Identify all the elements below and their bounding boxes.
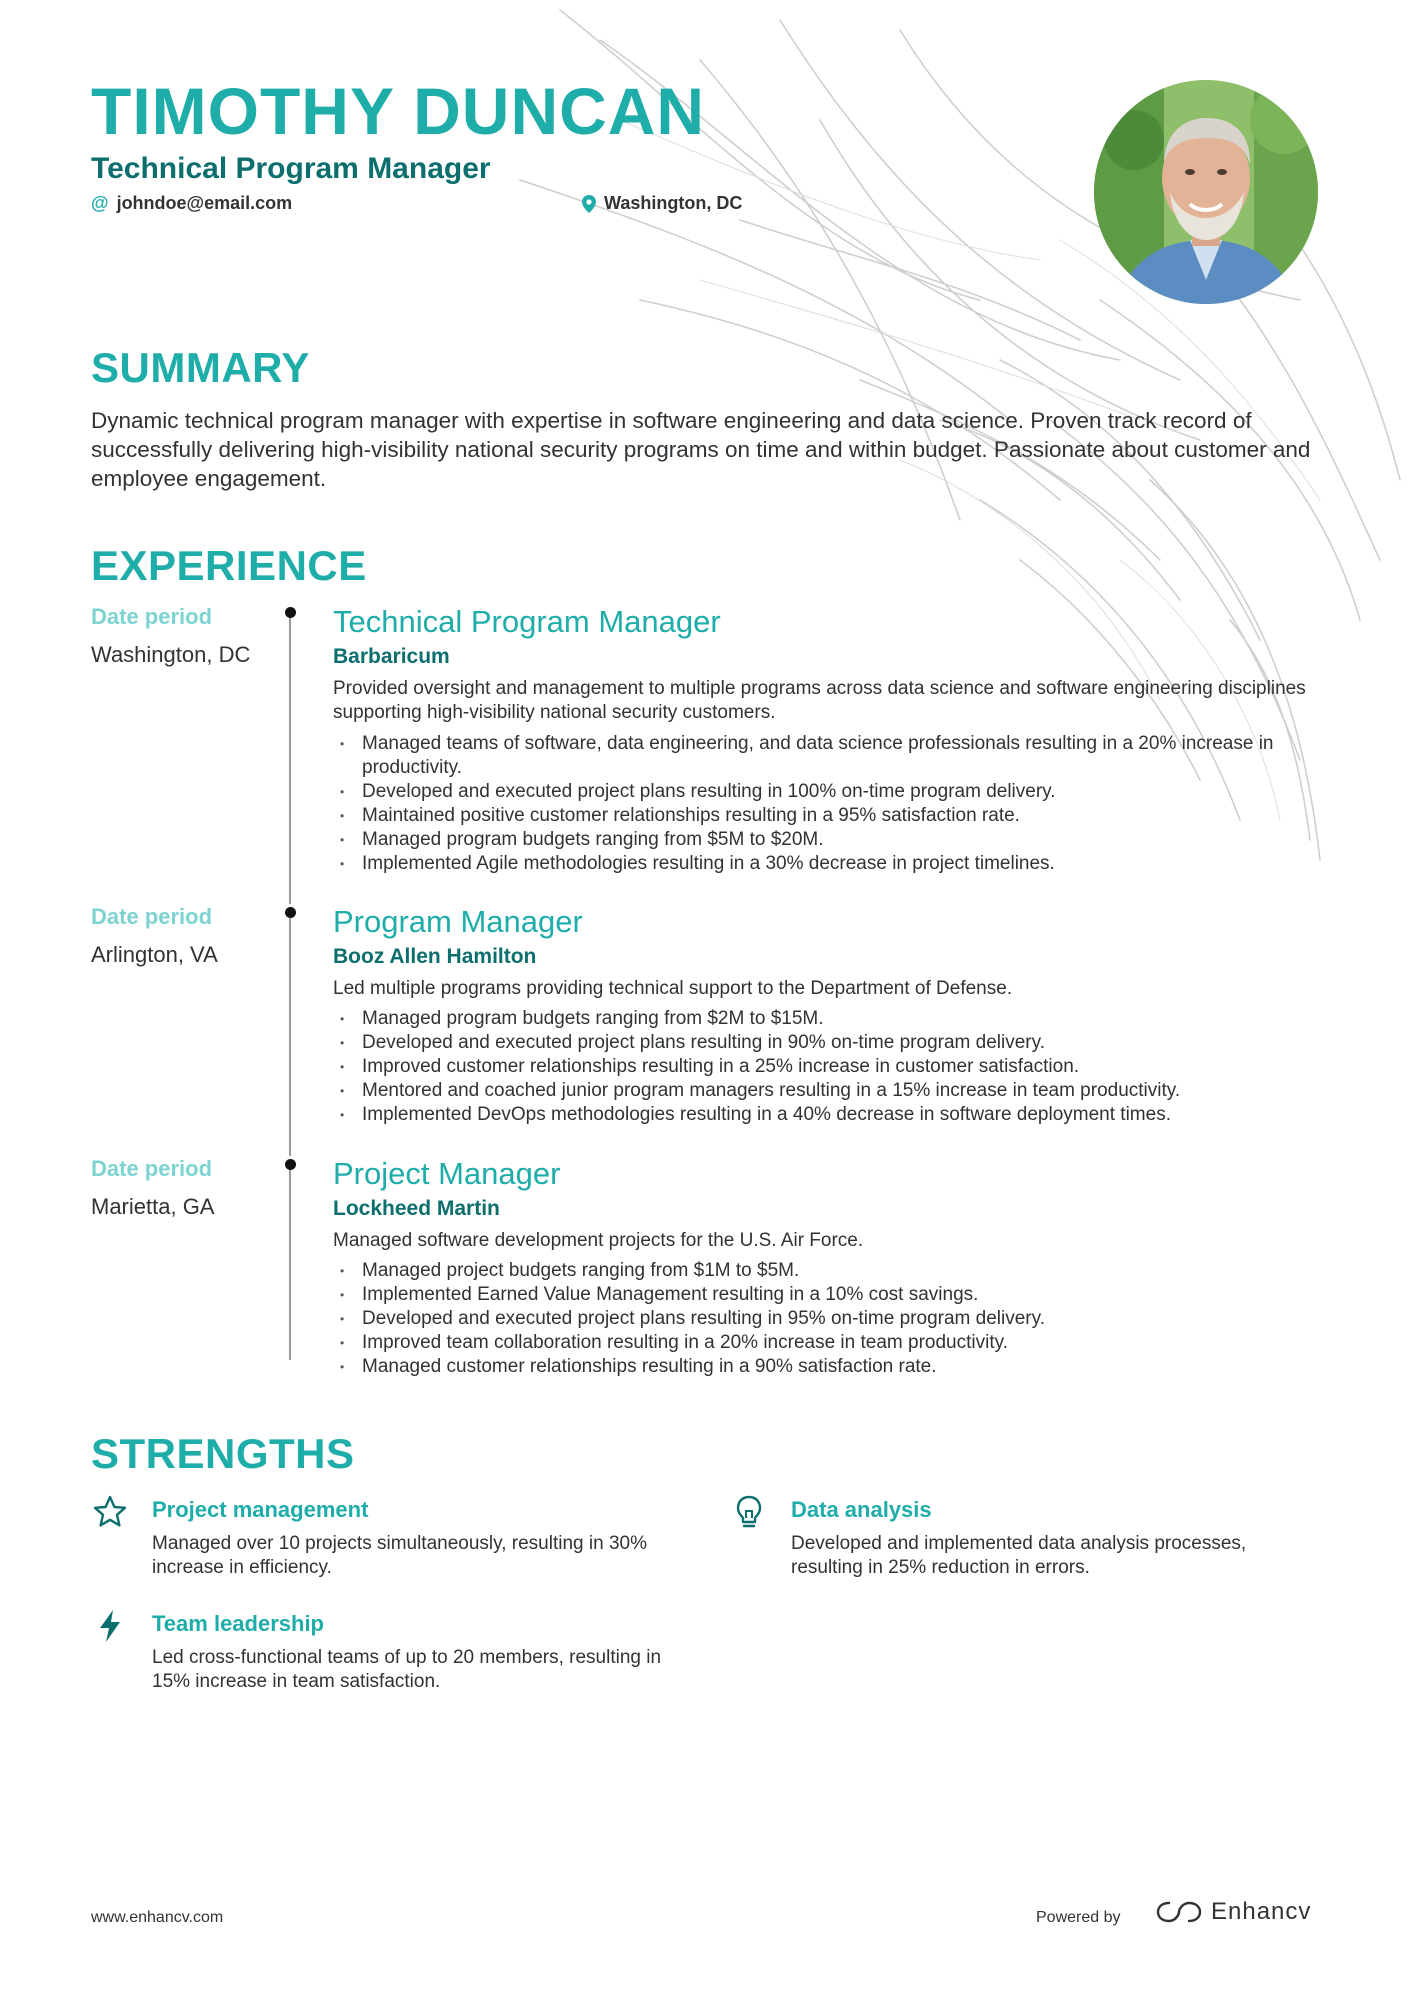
experience-bullet: • Developed and executed project plans resulting in 100% on-time program delivery. — [333, 780, 1313, 804]
experience-bullet: • Developed and executed project plans resulting in 90% on-time program delivery. — [333, 1031, 1313, 1055]
profile-photo — [1094, 80, 1318, 304]
contact-location — [582, 193, 742, 214]
experience-description: Managed software development projects for the U.S. Air Force. — [333, 1230, 864, 1251]
at-icon: @ — [91, 193, 109, 213]
strength-description: Managed over 10 projects simultaneously, resulting in 30% increase in efficiency. — [152, 1533, 647, 1578]
timeline-line — [289, 618, 291, 904]
timeline-dot — [285, 607, 296, 618]
experience-bullet: • Managed customer relationships resulting in a 90% satisfaction rate. — [333, 1355, 1313, 1379]
contact-email — [91, 193, 292, 214]
enhancv-logo-icon — [1155, 1899, 1203, 1925]
experience-company: Barbaricum — [333, 645, 450, 668]
timeline-line — [289, 918, 291, 1156]
summary-text: Dynamic technical program manager with expertise in software engineering and data science. Proven track record of successfully delivering high-visibility national security programs on time and within budget. Passionate about customer and employee engagement. — [91, 408, 1311, 491]
timeline-dot — [285, 1159, 296, 1170]
experience-bullets — [333, 732, 1313, 876]
enhancv-logo[interactable] — [1155, 1898, 1311, 1926]
summary-heading: SUMMARY — [91, 344, 310, 391]
experience-role: Technical Program Manager — [333, 604, 721, 639]
experience-company: Booz Allen Hamilton — [333, 945, 537, 968]
experience-heading: EXPERIENCE — [91, 542, 367, 589]
strengths-heading: STRENGTHS — [91, 1430, 355, 1477]
enhancv-brand-text: Enhancv — [1211, 1898, 1312, 1925]
experience-bullet: • Improved customer relationships resulting in a 25% increase in customer satisfaction. — [333, 1055, 1313, 1079]
strength-description: Developed and implemented data analysis processes, resulting in 25% reduction in errors. — [791, 1533, 1247, 1578]
experience-location: Marietta, GA — [91, 1194, 215, 1219]
email-text: johndoe@email.com — [116, 193, 293, 213]
experience-bullets — [333, 1259, 1313, 1379]
strength-description: Led cross-functional teams of up to 20 members, resulting in 15% increase in team satisfaction. — [152, 1647, 662, 1692]
timeline-dot — [285, 907, 296, 918]
experience-bullet: • Managed program budgets ranging from $2M to $15M. — [333, 1007, 1313, 1031]
experience-date: Date period — [91, 604, 213, 629]
experience-bullet: • Implemented DevOps methodologies resulting in a 40% decrease in software deployment times. — [333, 1103, 1313, 1127]
lightning-bolt-icon — [92, 1608, 128, 1644]
strength-title: Project management — [152, 1497, 369, 1522]
lightbulb-icon — [731, 1494, 767, 1530]
experience-bullet: • Developed and executed project plans resulting in 95% on-time program delivery. — [333, 1307, 1313, 1331]
experience-role: Program Manager — [333, 904, 583, 939]
experience-bullet: • Implemented Earned Value Management resulting in a 10% cost savings. — [333, 1283, 1313, 1307]
experience-role: Project Manager — [333, 1156, 561, 1191]
experience-bullet: • Implemented Agile methodologies resulting in a 30% decrease in project timelines. — [333, 852, 1313, 876]
footer-website-link[interactable]: www.enhancv.com — [91, 1909, 224, 1926]
star-icon — [92, 1494, 128, 1530]
experience-bullets — [333, 1007, 1313, 1127]
footer-powered-by: Powered by — [1036, 1909, 1121, 1926]
strength-title: Team leadership — [152, 1611, 324, 1636]
experience-date: Date period — [91, 1156, 213, 1181]
timeline-line — [289, 1170, 291, 1360]
experience-company: Lockheed Martin — [333, 1197, 500, 1220]
experience-bullet: • Maintained positive customer relationships resulting in a 95% satisfaction rate. — [333, 804, 1313, 828]
experience-bullet: • Improved team collaboration resulting in a 20% increase in team productivity. — [333, 1331, 1313, 1355]
map-pin-icon — [582, 195, 596, 213]
experience-bullet: • Mentored and coached junior program managers resulting in a 15% increase in team productivity. — [333, 1079, 1313, 1103]
experience-date: Date period — [91, 904, 213, 929]
experience-location: Arlington, VA — [91, 942, 218, 967]
experience-bullet: • Managed project budgets ranging from $1M to $5M. — [333, 1259, 1313, 1283]
experience-bullet: • Managed program budgets ranging from $5M to $20M. — [333, 828, 1313, 852]
location-text: Washington, DC — [604, 193, 743, 213]
experience-description: Provided oversight and management to multiple programs across data science and software engineering disciplines supporting high-visibility national security customers. — [333, 678, 1306, 723]
strength-title: Data analysis — [791, 1497, 932, 1522]
candidate-name: TIMOTHY DUNCAN — [91, 74, 706, 148]
experience-description: Led multiple programs providing technical support to the Department of Defense. — [333, 978, 1013, 999]
experience-location: Washington, DC — [91, 642, 251, 667]
candidate-title: Technical Program Manager — [91, 152, 491, 185]
experience-bullet: • Managed teams of software, data engineering, and data science professionals resulting in a 20% increase in productivity. — [333, 732, 1313, 780]
